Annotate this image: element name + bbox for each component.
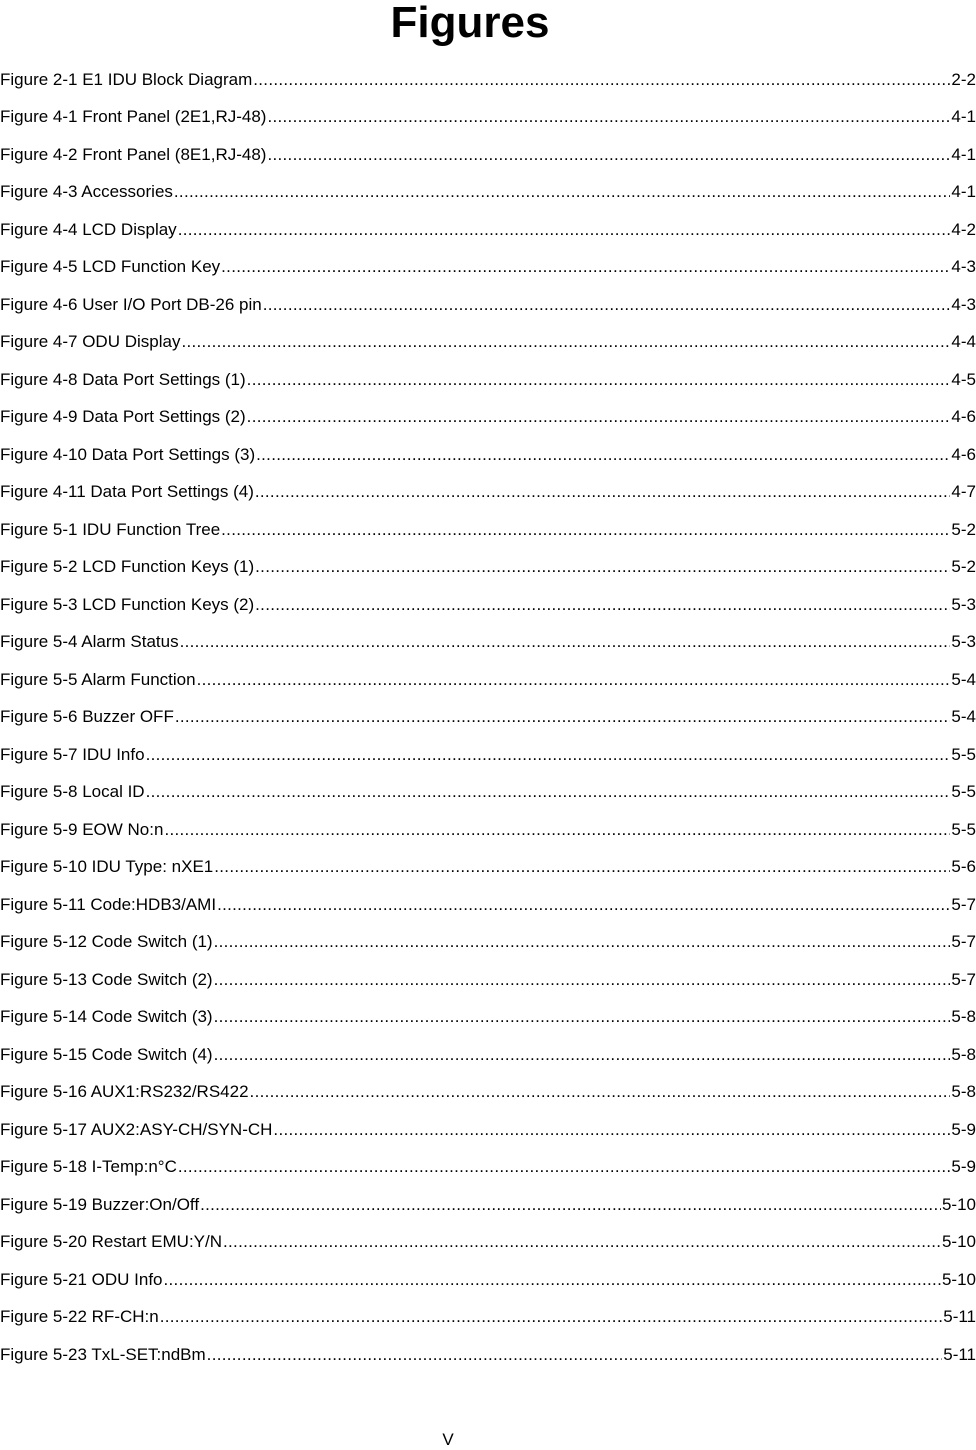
- toc-entry[interactable]: [0, 886, 976, 924]
- toc-entry-page: 5-2: [951, 557, 976, 577]
- toc-entry[interactable]: [0, 1149, 976, 1187]
- toc-entry-label: Figure 4-10 Data Port Settings (3): [0, 444, 256, 464]
- toc-entry-page: 5-9: [951, 1119, 976, 1139]
- toc-dot-leader: [178, 220, 951, 240]
- toc-entry-label: Figure 5-18 I-Temp:n°C: [0, 1157, 177, 1177]
- toc-dot-leader: [247, 407, 951, 427]
- toc-entry[interactable]: [0, 436, 976, 474]
- toc-dot-leader: [164, 1270, 941, 1290]
- toc-entry-page: 5-3: [951, 594, 976, 614]
- toc-entry[interactable]: [0, 1186, 976, 1224]
- toc-entry[interactable]: [0, 1261, 976, 1299]
- toc-entry[interactable]: [0, 1336, 976, 1374]
- toc-dot-leader: [267, 107, 950, 127]
- toc-entry-page: 4-1: [951, 182, 976, 202]
- toc-dot-leader: [273, 1120, 950, 1140]
- toc-dot-leader: [221, 520, 950, 540]
- toc-entry-page: 5-10: [941, 1232, 976, 1252]
- toc-entry-label: Figure 5-20 Restart EMU:Y/N: [0, 1232, 223, 1252]
- toc-entry-page: 2-2: [951, 69, 976, 89]
- toc-entry-label: Figure 5-22 RF-CH:n: [0, 1307, 159, 1327]
- toc-entry-label: Figure 5-7 IDU Info: [0, 744, 145, 764]
- toc-dot-leader: [253, 70, 950, 90]
- toc-entry[interactable]: [0, 511, 976, 549]
- toc-entry[interactable]: [0, 474, 976, 512]
- toc-entry-page: 5-10: [941, 1194, 976, 1214]
- toc-dot-leader: [221, 257, 950, 277]
- toc-entry-label: Figure 5-4 Alarm Status: [0, 632, 179, 652]
- toc-entry[interactable]: [0, 624, 976, 662]
- toc-dot-leader: [256, 445, 950, 465]
- toc-entry-label: Figure 5-21 ODU Info: [0, 1269, 163, 1289]
- toc-entry[interactable]: [0, 549, 976, 587]
- toc-entry-page: 4-3: [951, 257, 976, 277]
- toc-entry[interactable]: [0, 61, 976, 99]
- toc-dot-leader: [250, 1082, 951, 1102]
- toc-entry-label: Figure 4-1 Front Panel (2E1,RJ-48): [0, 107, 267, 127]
- toc-entry[interactable]: [0, 774, 976, 812]
- toc-entry-page: 5-8: [951, 1082, 976, 1102]
- toc-entry[interactable]: [0, 999, 976, 1037]
- toc-dot-leader: [255, 595, 950, 615]
- toc-entry-page: 5-5: [951, 782, 976, 802]
- toc-entry-label: Figure 5-6 Buzzer OFF: [0, 707, 174, 727]
- toc-entry[interactable]: [0, 286, 976, 324]
- toc-entry[interactable]: [0, 1299, 976, 1337]
- toc-entry-label: Figure 4-4 LCD Display: [0, 219, 177, 239]
- toc-entry[interactable]: [0, 361, 976, 399]
- toc-dot-leader: [255, 557, 950, 577]
- figure-list: [0, 61, 976, 1374]
- toc-entry-page: 4-5: [951, 369, 976, 389]
- toc-dot-leader: [174, 182, 951, 202]
- toc-entry[interactable]: [0, 1036, 976, 1074]
- toc-dot-leader: [207, 1345, 943, 1365]
- toc-entry-page: 5-11: [943, 1344, 976, 1364]
- toc-entry[interactable]: [0, 174, 976, 212]
- toc-dot-leader: [164, 820, 950, 840]
- toc-entry-label: Figure 4-3 Accessories: [0, 182, 173, 202]
- toc-entry-label: Figure 5-11 Code:HDB3/AMI: [0, 894, 217, 914]
- toc-entry-label: Figure 5-3 LCD Function Keys (2): [0, 594, 255, 614]
- toc-entry-page: 5-3: [951, 632, 976, 652]
- toc-entry-page: 5-5: [951, 819, 976, 839]
- toc-entry-label: Figure 4-6 User I/O Port DB-26 pin: [0, 294, 262, 314]
- toc-entry-page: 5-7: [951, 969, 976, 989]
- toc-entry-page: 5-2: [951, 519, 976, 539]
- toc-dot-leader: [263, 295, 951, 315]
- toc-entry[interactable]: [0, 736, 976, 774]
- toc-entry-page: 4-1: [951, 144, 976, 164]
- toc-entry[interactable]: [0, 399, 976, 437]
- toc-entry-label: Figure 5-9 EOW No:n: [0, 819, 164, 839]
- toc-dot-leader: [146, 745, 951, 765]
- toc-entry-page: 5-6: [951, 857, 976, 877]
- toc-entry-label: Figure 4-7 ODU Display: [0, 332, 181, 352]
- toc-entry-label: Figure 4-2 Front Panel (8E1,RJ-48): [0, 144, 267, 164]
- toc-dot-leader: [178, 1157, 951, 1177]
- toc-dot-leader: [255, 482, 951, 502]
- toc-entry-page: 5-8: [951, 1007, 976, 1027]
- toc-entry-label: Figure 5-1 IDU Function Tree: [0, 519, 221, 539]
- toc-entry-page: 5-7: [951, 894, 976, 914]
- toc-entry-label: Figure 4-5 LCD Function Key: [0, 257, 221, 277]
- toc-entry[interactable]: [0, 586, 976, 624]
- toc-dot-leader: [214, 970, 951, 990]
- toc-dot-leader: [214, 857, 950, 877]
- page-number: V: [442, 1430, 454, 1449]
- toc-entry-label: Figure 5-8 Local ID: [0, 782, 145, 802]
- toc-dot-leader: [146, 782, 951, 802]
- toc-entry-label: Figure 5-12 Code Switch (1): [0, 932, 213, 952]
- toc-dot-leader: [214, 1007, 951, 1027]
- toc-entry-label: Figure 5-2 LCD Function Keys (1): [0, 557, 255, 577]
- toc-dot-leader: [175, 707, 951, 727]
- toc-entry-label: Figure 5-23 TxL-SET:ndBm: [0, 1344, 206, 1364]
- toc-entry-label: Figure 5-10 IDU Type: nXE1: [0, 857, 214, 877]
- toc-dot-leader: [267, 145, 950, 165]
- toc-dot-leader: [181, 332, 950, 352]
- toc-entry[interactable]: [0, 811, 976, 849]
- toc-entry[interactable]: [0, 961, 976, 999]
- toc-entry-page: 5-9: [951, 1157, 976, 1177]
- toc-entry-page: 5-10: [941, 1269, 976, 1289]
- toc-entry[interactable]: [0, 699, 976, 737]
- toc-dot-leader: [200, 1195, 941, 1215]
- toc-entry-page: 5-11: [943, 1307, 976, 1327]
- toc-entry-label: Figure 2-1 E1 IDU Block Diagram: [0, 69, 253, 89]
- toc-entry[interactable]: [0, 324, 976, 362]
- toc-dot-leader: [180, 632, 951, 652]
- toc-dot-leader: [160, 1307, 943, 1327]
- toc-entry-label: Figure 5-14 Code Switch (3): [0, 1007, 213, 1027]
- toc-entry[interactable]: [0, 1074, 976, 1112]
- toc-entry-page: 5-8: [951, 1044, 976, 1064]
- page-title: Figures: [390, 0, 550, 47]
- toc-entry[interactable]: [0, 99, 976, 137]
- toc-entry[interactable]: [0, 924, 976, 962]
- toc-entry-page: 5-5: [951, 744, 976, 764]
- toc-entry[interactable]: [0, 1111, 976, 1149]
- toc-dot-leader: [217, 895, 950, 915]
- toc-entry[interactable]: [0, 849, 976, 887]
- toc-entry-label: Figure 4-8 Data Port Settings (1): [0, 369, 246, 389]
- toc-entry-page: 4-1: [951, 107, 976, 127]
- toc-dot-leader: [214, 932, 951, 952]
- toc-entry-label: Figure 5-15 Code Switch (4): [0, 1044, 213, 1064]
- toc-entry[interactable]: [0, 1224, 976, 1262]
- toc-entry-label: Figure 4-9 Data Port Settings (2): [0, 407, 246, 427]
- toc-entry-label: Figure 5-13 Code Switch (2): [0, 969, 213, 989]
- toc-entry[interactable]: [0, 661, 976, 699]
- toc-dot-leader: [247, 370, 951, 390]
- toc-entry[interactable]: [0, 249, 976, 287]
- toc-dot-leader: [223, 1232, 941, 1252]
- toc-entry-page: 5-7: [951, 932, 976, 952]
- toc-dot-leader: [197, 670, 951, 690]
- toc-dot-leader: [214, 1045, 951, 1065]
- toc-entry-label: Figure 5-17 AUX2:ASY-CH/SYN-CH: [0, 1119, 273, 1139]
- toc-entry-label: Figure 5-16 AUX1:RS232/RS422: [0, 1082, 249, 1102]
- toc-entry-page: 4-4: [951, 332, 976, 352]
- toc-entry-page: 4-3: [951, 294, 976, 314]
- toc-entry-label: Figure 5-5 Alarm Function: [0, 669, 196, 689]
- toc-entry-label: Figure 5-19 Buzzer:On/Off: [0, 1194, 200, 1214]
- toc-entry[interactable]: [0, 136, 976, 174]
- toc-entry-page: 5-4: [951, 669, 976, 689]
- toc-entry-label: Figure 4-11 Data Port Settings (4): [0, 482, 254, 502]
- toc-entry-page: 4-7: [951, 482, 976, 502]
- toc-entry-page: 4-6: [951, 444, 976, 464]
- toc-entry-page: 4-2: [951, 219, 976, 239]
- toc-entry[interactable]: [0, 211, 976, 249]
- toc-entry-page: 4-6: [951, 407, 976, 427]
- toc-entry-page: 5-4: [951, 707, 976, 727]
